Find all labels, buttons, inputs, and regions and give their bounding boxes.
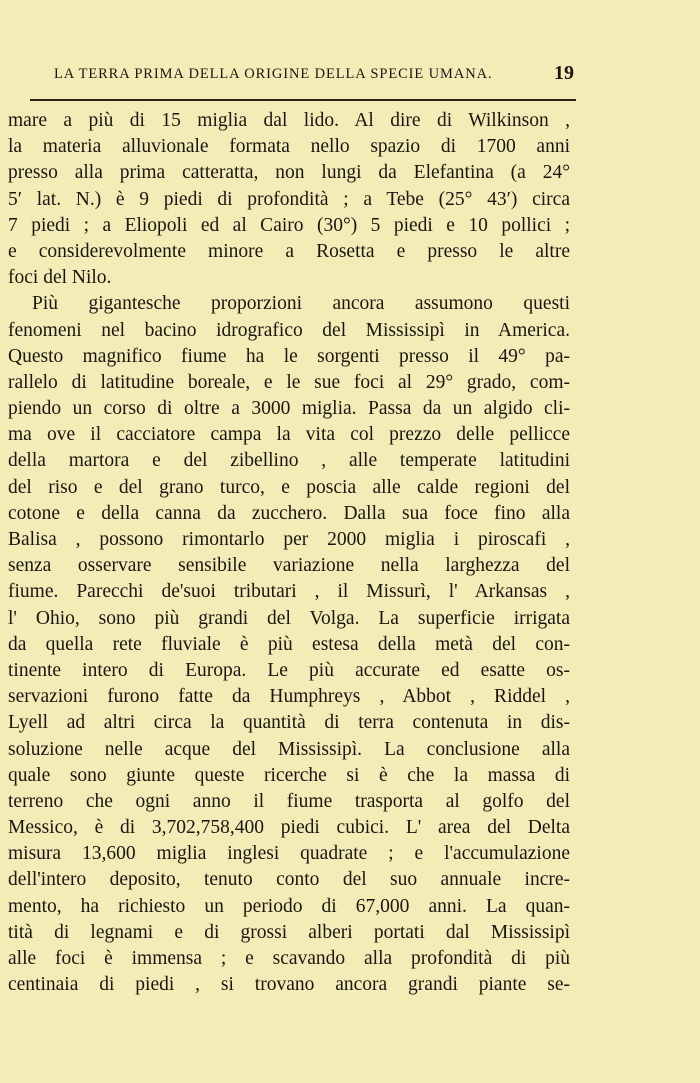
text-line: Balisa , possono rimontarlo per 2000 miglia i piroscafi , (8, 529, 570, 550)
paragraph-1 (8, 108, 570, 291)
text-line: centinaia di piedi , si trovano ancora grandi piante se- (8, 974, 570, 996)
text-line: tità di legnami e di grossi alberi portati dal Mississipì (8, 921, 570, 943)
text-line: da quella rete fluviale è più estesa della metà del con- (8, 633, 570, 655)
body-text (8, 108, 570, 998)
text-line: foci del Nilo. (8, 267, 112, 289)
text-line: cotone e della canna da zucchero. Dalla sua foce fino alla (8, 502, 570, 524)
text-line: del riso e del grano turco, e poscia alle calde regioni del (8, 476, 570, 498)
text-line: fenomeni nel bacino idrografico del Mississipì in America. (8, 319, 570, 341)
text-line: 5′ lat. N.) è 9 piedi di profondità ; a Tebe (25° 43′) circa (8, 188, 570, 210)
text-line: soluzione nelle acque del Mississipì. La conclusione alla (8, 738, 570, 760)
text-line: servazioni furono fatte da Humphreys , Abbot , Riddel , (8, 686, 570, 708)
text-line: fiume. Parecchi de'suoi tributari , il Missurì, l' Arkansas , (8, 581, 570, 603)
text-line: rallelo di latitudine boreale, e le sue foci al 29° grado, com- (8, 371, 570, 393)
text-line: 7 piedi ; a Eliopoli ed al Cairo (30°) 5 piedi e 10 pollici ; (8, 214, 570, 236)
text-line: la materia alluvionale formata nello spazio di 1700 anni (8, 136, 570, 158)
text-line: alle foci è immensa ; e scavando alla profondità di più (8, 948, 570, 969)
text-line: piendo un corso di oltre a 3000 miglia. Passa da un algido cli- (8, 398, 570, 420)
header-rule (30, 99, 576, 101)
running-title: LA TERRA PRIMA DELLA ORIGINE DELLA SPECIE UMANA. (54, 66, 493, 82)
text-line: terreno che ogni anno il fiume trasporta al golfo del (8, 790, 570, 812)
text-line: Lyell ad altri circa la quantità di terra contenuta in dis- (8, 712, 570, 734)
text-line: misura 13,600 miglia inglesi quadrate ; e l'accumulazione (8, 843, 570, 865)
text-line: della martora e del zibellino , alle temperate latitudini (8, 450, 570, 472)
text-line: quale sono giunte queste ricerche si è che la massa di (8, 764, 570, 786)
running-head (30, 62, 576, 88)
text-line: Più gigantesche proporzioni ancora assumono questi (32, 293, 570, 315)
text-line: mento, ha richiesto un periodo di 67,000 anni. La quan- (8, 895, 570, 917)
text-line: mare a più di 15 miglia dal lido. Al dire di Wilkinson , (8, 110, 570, 131)
text-line: senza osservare sensibile variazione nella larghezza del (8, 555, 570, 577)
text-line: Messico, è di 3,702,758,400 piedi cubici. L' area del Delta (8, 817, 570, 839)
text-line: ma ove il cacciatore campa la vita col prezzo delle pellicce (8, 424, 570, 446)
paragraph-2 (8, 291, 570, 998)
text-line: Questo magnifico fiume ha le sorgenti presso il 49° pa- (8, 345, 570, 367)
text-line: dell'intero deposito, tenuto conto del suo annuale incre- (8, 869, 570, 891)
text-line: tinente intero di Europa. Le più accurate ed esatte os- (8, 659, 570, 681)
text-line: presso alla prima catteratta, non lungi da Elefantina (a 24° (8, 162, 570, 184)
text-line: l' Ohio, sono più grandi del Volga. La superficie irrigata (8, 607, 570, 629)
page-number: 19 (554, 62, 574, 84)
text-line: e considerevolmente minore a Rosetta e presso le altre (8, 240, 570, 262)
